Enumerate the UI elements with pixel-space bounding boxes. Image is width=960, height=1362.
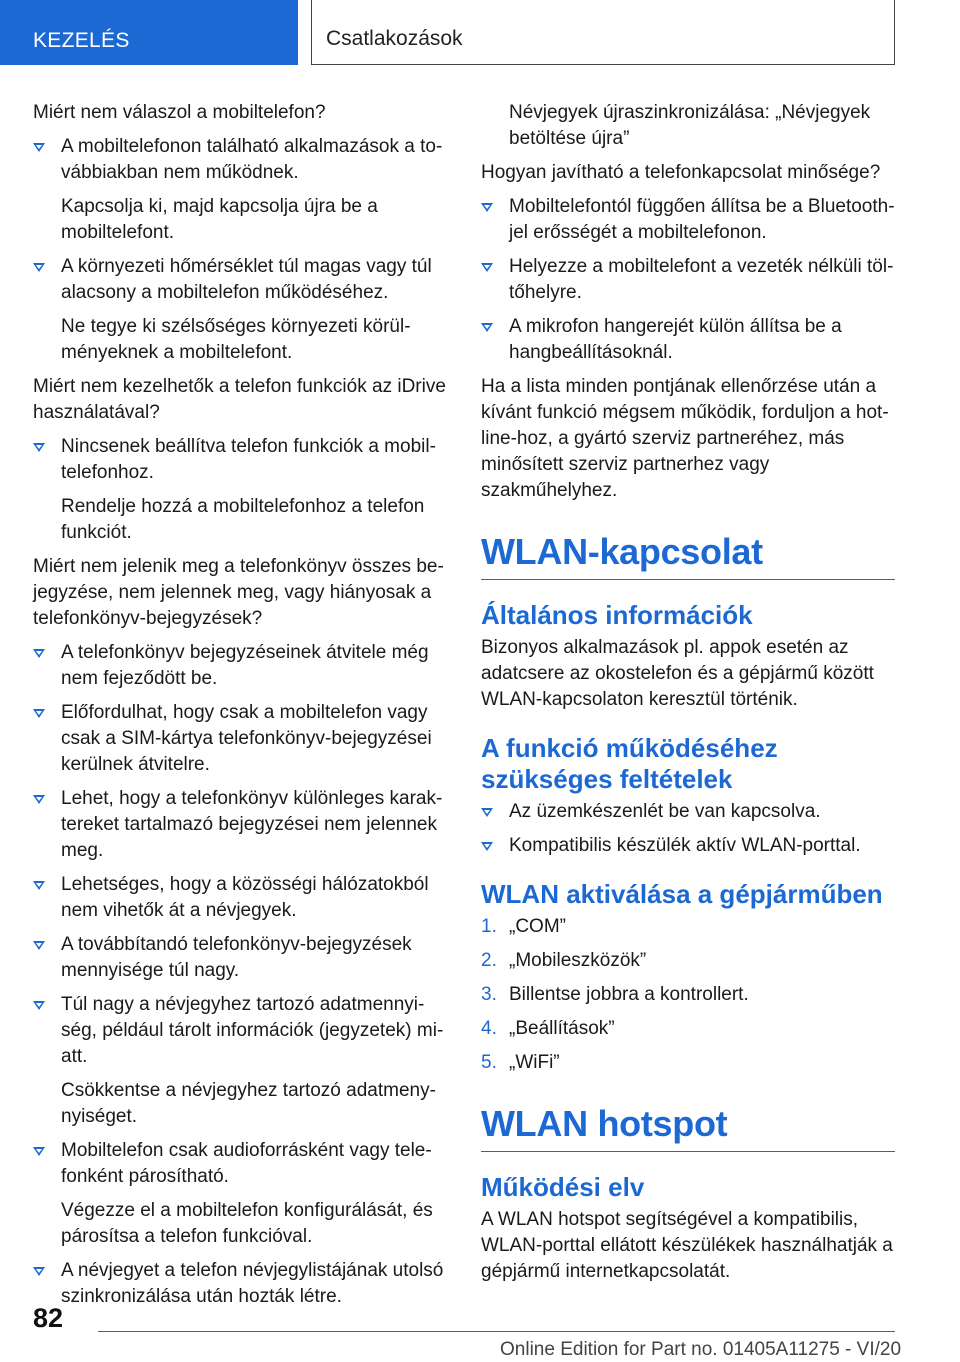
- list-item-text: Mobiltelefon csak audioforrásként vagy telefonként párosítható.: [61, 1140, 432, 1187]
- list-item: [33, 1258, 448, 1310]
- step-number: 5.: [481, 1052, 497, 1073]
- page-header: [0, 0, 960, 65]
- subheading-principle: Működési elv: [481, 1172, 645, 1202]
- question: Miért nem jelenik meg a telefonkönyv összes bejegyzése, nem jelennek meg, vagy hiányosak a telefonkönyv-bejegyzések?: [33, 556, 444, 629]
- triangle-bullet-icon: [33, 795, 45, 804]
- list-item-text: Lehet, hogy a telefonkönyv különleges karaktereket tartalmazó bejegyzései nem jelennek meg.: [61, 788, 443, 861]
- footer-divider: [98, 1331, 895, 1332]
- remedy-text: Rendelje hozzá a mobiltelefonhoz a telefon funkciót.: [61, 496, 425, 543]
- triangle-bullet-icon: [481, 323, 493, 332]
- subheading-requirements: A funkció működéséhez szükséges feltételek: [481, 733, 778, 794]
- triangle-bullet-icon: [33, 263, 45, 272]
- list-item: [33, 134, 448, 186]
- list-item-text: A mikrofon hangerejét külön állítsa be a hangbeállításoknál.: [509, 316, 842, 363]
- step-number: 4.: [481, 1018, 497, 1039]
- list-item: [33, 932, 448, 984]
- list-item: [33, 254, 448, 306]
- left-column: [33, 100, 448, 1318]
- remedy-text: Ne tegye ki szélsőséges környezeti körülményeknek a mobiltelefont.: [61, 316, 411, 363]
- chapter-title: Csatlakozások: [326, 27, 463, 50]
- section-heading-hotspot: WLAN hotspot: [481, 1103, 895, 1152]
- list-item-text: A környezeti hőmérséklet túl magas vagy túl alacsony a mobiltelefon működéséhez.: [61, 256, 432, 303]
- step-text: „Beállítások”: [509, 1018, 615, 1039]
- list-item-text: A mobiltelefonon található alkalmazások a továbbiakban nem működnek.: [61, 136, 443, 183]
- triangle-bullet-icon: [33, 649, 45, 658]
- section-heading-wlan: WLAN-kapcsolat: [481, 531, 895, 580]
- question: Hogyan javítható a telefonkapcsolat minősége?: [481, 162, 881, 183]
- step-item: [481, 1050, 895, 1076]
- triangle-bullet-icon: [481, 808, 493, 817]
- question: Miért nem válaszol a mobiltelefon?: [33, 102, 326, 123]
- step-item: [481, 914, 895, 940]
- triangle-bullet-icon: [33, 143, 45, 152]
- list-item: [481, 254, 895, 306]
- list-item-text: Túl nagy a névjegyhez tartozó adatmennyiség, például tárolt információk (jegyzetek) miatt.: [61, 994, 444, 1067]
- list-item: [33, 992, 448, 1070]
- list-item-text: Helyezze a mobiltelefont a vezeték nélküli töltőhelyre.: [509, 256, 894, 303]
- triangle-bullet-icon: [481, 842, 493, 851]
- list-item: [33, 640, 448, 692]
- step-number: 2.: [481, 950, 497, 971]
- edition-text: Online Edition for Part no. 01405A11275 - VI/20: [500, 1339, 902, 1360]
- triangle-bullet-icon: [33, 881, 45, 890]
- list-item-text: Nincsenek beállítva telefon funkciók a mobiltelefonhoz.: [61, 436, 436, 483]
- list-item-text: A névjegyet a telefon névjegylistájának utolsó szinkronizálása után hozták létre.: [61, 1260, 444, 1307]
- step-text: Billentse jobbra a kontrollert.: [509, 984, 749, 1005]
- list-item: [481, 833, 895, 859]
- list-item-text: Mobiltelefontól függően állítsa be a Bluetooth-jel erősségét a mobiltelefonon.: [509, 196, 895, 243]
- paragraph: Bizonyos alkalmazások pl. appok esetén az adatcsere az okostelefon és a gépjármű között WLAN-kapcsolaton keresztül történik.: [481, 637, 874, 710]
- list-item: [481, 314, 895, 366]
- remedy-text: Névjegyek újraszinkronizálása: „Névjegyek betöltése újra”: [509, 102, 871, 149]
- subheading-activation: WLAN aktiválása a gépjárműben: [481, 879, 883, 909]
- list-item: [33, 1138, 448, 1190]
- paragraph: Ha a lista minden pontjának ellenőrzése után a kívánt funkció mégsem működik, forduljon a hotline-hoz, a gyártó szerviz partneréhez, más minősített szerviz partnerhez vagy szakműhelyhez.: [481, 376, 889, 501]
- question: Miért nem kezelhetők a telefon funkciók az iDrive használatával?: [33, 376, 446, 423]
- remedy-text: Végezze el a mobiltelefon konfigurálását, és párosítsa a telefon funkcióval.: [61, 1200, 433, 1247]
- remedy-text: Csökkentse a névjegyhez tartozó adatmenynyiséget.: [61, 1080, 436, 1127]
- step-number: 3.: [481, 984, 497, 1005]
- list-item: [33, 700, 448, 778]
- chapter-box: [311, 0, 895, 65]
- triangle-bullet-icon: [33, 1001, 45, 1010]
- triangle-bullet-icon: [33, 1267, 45, 1276]
- list-item-text: A telefonkönyv bejegyzéseinek átvitele még nem fejeződött be.: [61, 642, 429, 689]
- list-item-text: Az üzemkészenlét be van kapcsolva.: [509, 801, 821, 822]
- remedy-text: Kapcsolja ki, majd kapcsolja újra be a mobiltelefont.: [61, 196, 378, 243]
- triangle-bullet-icon: [481, 263, 493, 272]
- step-item: [481, 1016, 895, 1042]
- list-item: [33, 872, 448, 924]
- step-item: [481, 982, 895, 1008]
- triangle-bullet-icon: [33, 709, 45, 718]
- list-item-text: A továbbítandó telefonkönyv-bejegyzések mennyisége túl nagy.: [61, 934, 412, 981]
- triangle-bullet-icon: [481, 203, 493, 212]
- list-item: [481, 799, 895, 825]
- paragraph: A WLAN hotspot segítségével a kompatibilis, WLAN-porttal ellátott készülékek használhatják a gépjármű internetkapcsolatát.: [481, 1209, 893, 1282]
- triangle-bullet-icon: [33, 941, 45, 950]
- triangle-bullet-icon: [33, 1147, 45, 1156]
- section-tab: KEZELÉS: [0, 0, 298, 65]
- step-text: „COM”: [509, 916, 566, 937]
- list-item-text: Előfordulhat, hogy csak a mobiltelefon vagy csak a SIM-kártya telefonkönyv-bejegyzései kerülnek átvitelre.: [61, 702, 432, 775]
- page-number: 82: [33, 1303, 64, 1333]
- list-item-text: Lehetséges, hogy a közösségi hálózatokból nem vihetők át a névjegyek.: [61, 874, 429, 921]
- step-number: 1.: [481, 916, 497, 937]
- step-item: [481, 948, 895, 974]
- list-item: [481, 194, 895, 246]
- subheading-general: Általános információk: [481, 600, 753, 630]
- step-text: „Mobileszközök”: [509, 950, 647, 971]
- triangle-bullet-icon: [33, 443, 45, 452]
- step-text: „WiFi”: [509, 1052, 560, 1073]
- right-column: [481, 100, 895, 1293]
- list-item: [33, 786, 448, 864]
- list-item-text: Kompatibilis készülék aktív WLAN-porttal.: [509, 835, 861, 856]
- list-item: [33, 434, 448, 486]
